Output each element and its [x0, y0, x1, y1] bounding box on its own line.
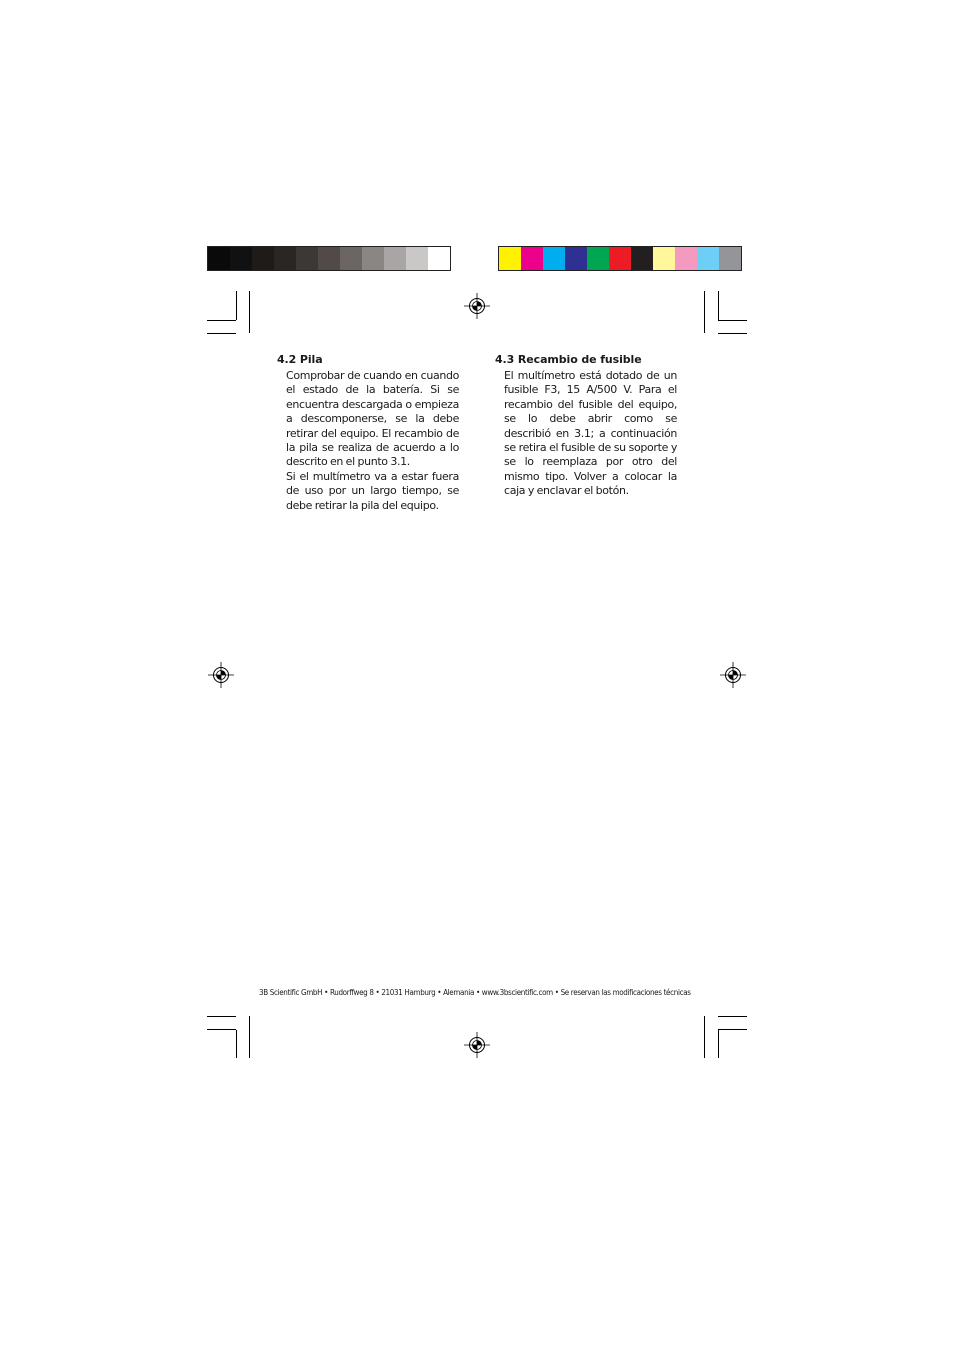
- gray-swatch: [384, 247, 406, 270]
- gray-swatch: [340, 247, 362, 270]
- gray-swatch: [318, 247, 340, 270]
- grayscale-calibration-bar: [207, 246, 451, 271]
- crop-mark-bottom-left: [207, 1016, 250, 1058]
- gray-swatch: [252, 247, 274, 270]
- gray-swatch: [362, 247, 384, 270]
- section-pila: [277, 353, 459, 513]
- crop-mark-top-right: [705, 291, 748, 334]
- gray-swatch: [208, 247, 230, 270]
- paragraph: Comprobar de cuando en cuando el estado de la batería. Si se encuentra descargada o empieza a descomponerse, se la debe retirar del equipo. El recambio de la pila se realiza de acuerdo a lo descrito en el punto 3.1.: [286, 369, 459, 469]
- crop-mark-top-left: [207, 291, 250, 334]
- color-swatch: [609, 247, 631, 270]
- crop-mark-bottom-right: [705, 1016, 748, 1058]
- color-swatch: [675, 247, 697, 270]
- gray-swatch: [230, 247, 252, 270]
- gray-swatch: [406, 247, 428, 270]
- color-calibration-bar: [498, 246, 742, 271]
- paragraph: El multímetro está dotado de un fusible F3, 15 A/500 V. Para el recambio del fusible del equipo, se lo debe abrir como se describió en 3.1; a continuación se retira el fusible de su soporte y se lo reemplaza por otro del mismo tipo. Volver a colocar la caja y enclavar el botón.: [504, 369, 677, 498]
- color-swatch: [521, 247, 543, 270]
- color-swatch: [565, 247, 587, 270]
- section-recambio-fusible: [495, 353, 677, 499]
- paragraph: Si el multímetro va a estar fuera de uso por un largo tiempo, se debe retirar la pila del equipo.: [286, 469, 459, 512]
- color-swatch: [499, 247, 521, 270]
- section-heading: 4.2 Pila: [277, 353, 323, 366]
- color-swatch: [587, 247, 609, 270]
- registration-mark-left-icon: [208, 662, 234, 688]
- gray-swatch: [428, 247, 450, 270]
- registration-mark-bottom-icon: [464, 1032, 490, 1058]
- color-swatch: [653, 247, 675, 270]
- color-swatch: [697, 247, 719, 270]
- footer-imprint: 3B Scientific GmbH • Rudorffweg 8 • 21031 Hamburg • Alemania • www.3bscientific.com • Se reservan las modificaciones técnicas: [259, 988, 691, 997]
- registration-mark-top-icon: [464, 293, 490, 319]
- color-swatch: [543, 247, 565, 270]
- gray-swatch: [274, 247, 296, 270]
- color-swatch: [631, 247, 653, 270]
- color-swatch: [719, 247, 741, 270]
- registration-mark-right-icon: [720, 662, 746, 688]
- gray-swatch: [296, 247, 318, 270]
- section-heading: 4.3 Recambio de fusible: [495, 353, 642, 366]
